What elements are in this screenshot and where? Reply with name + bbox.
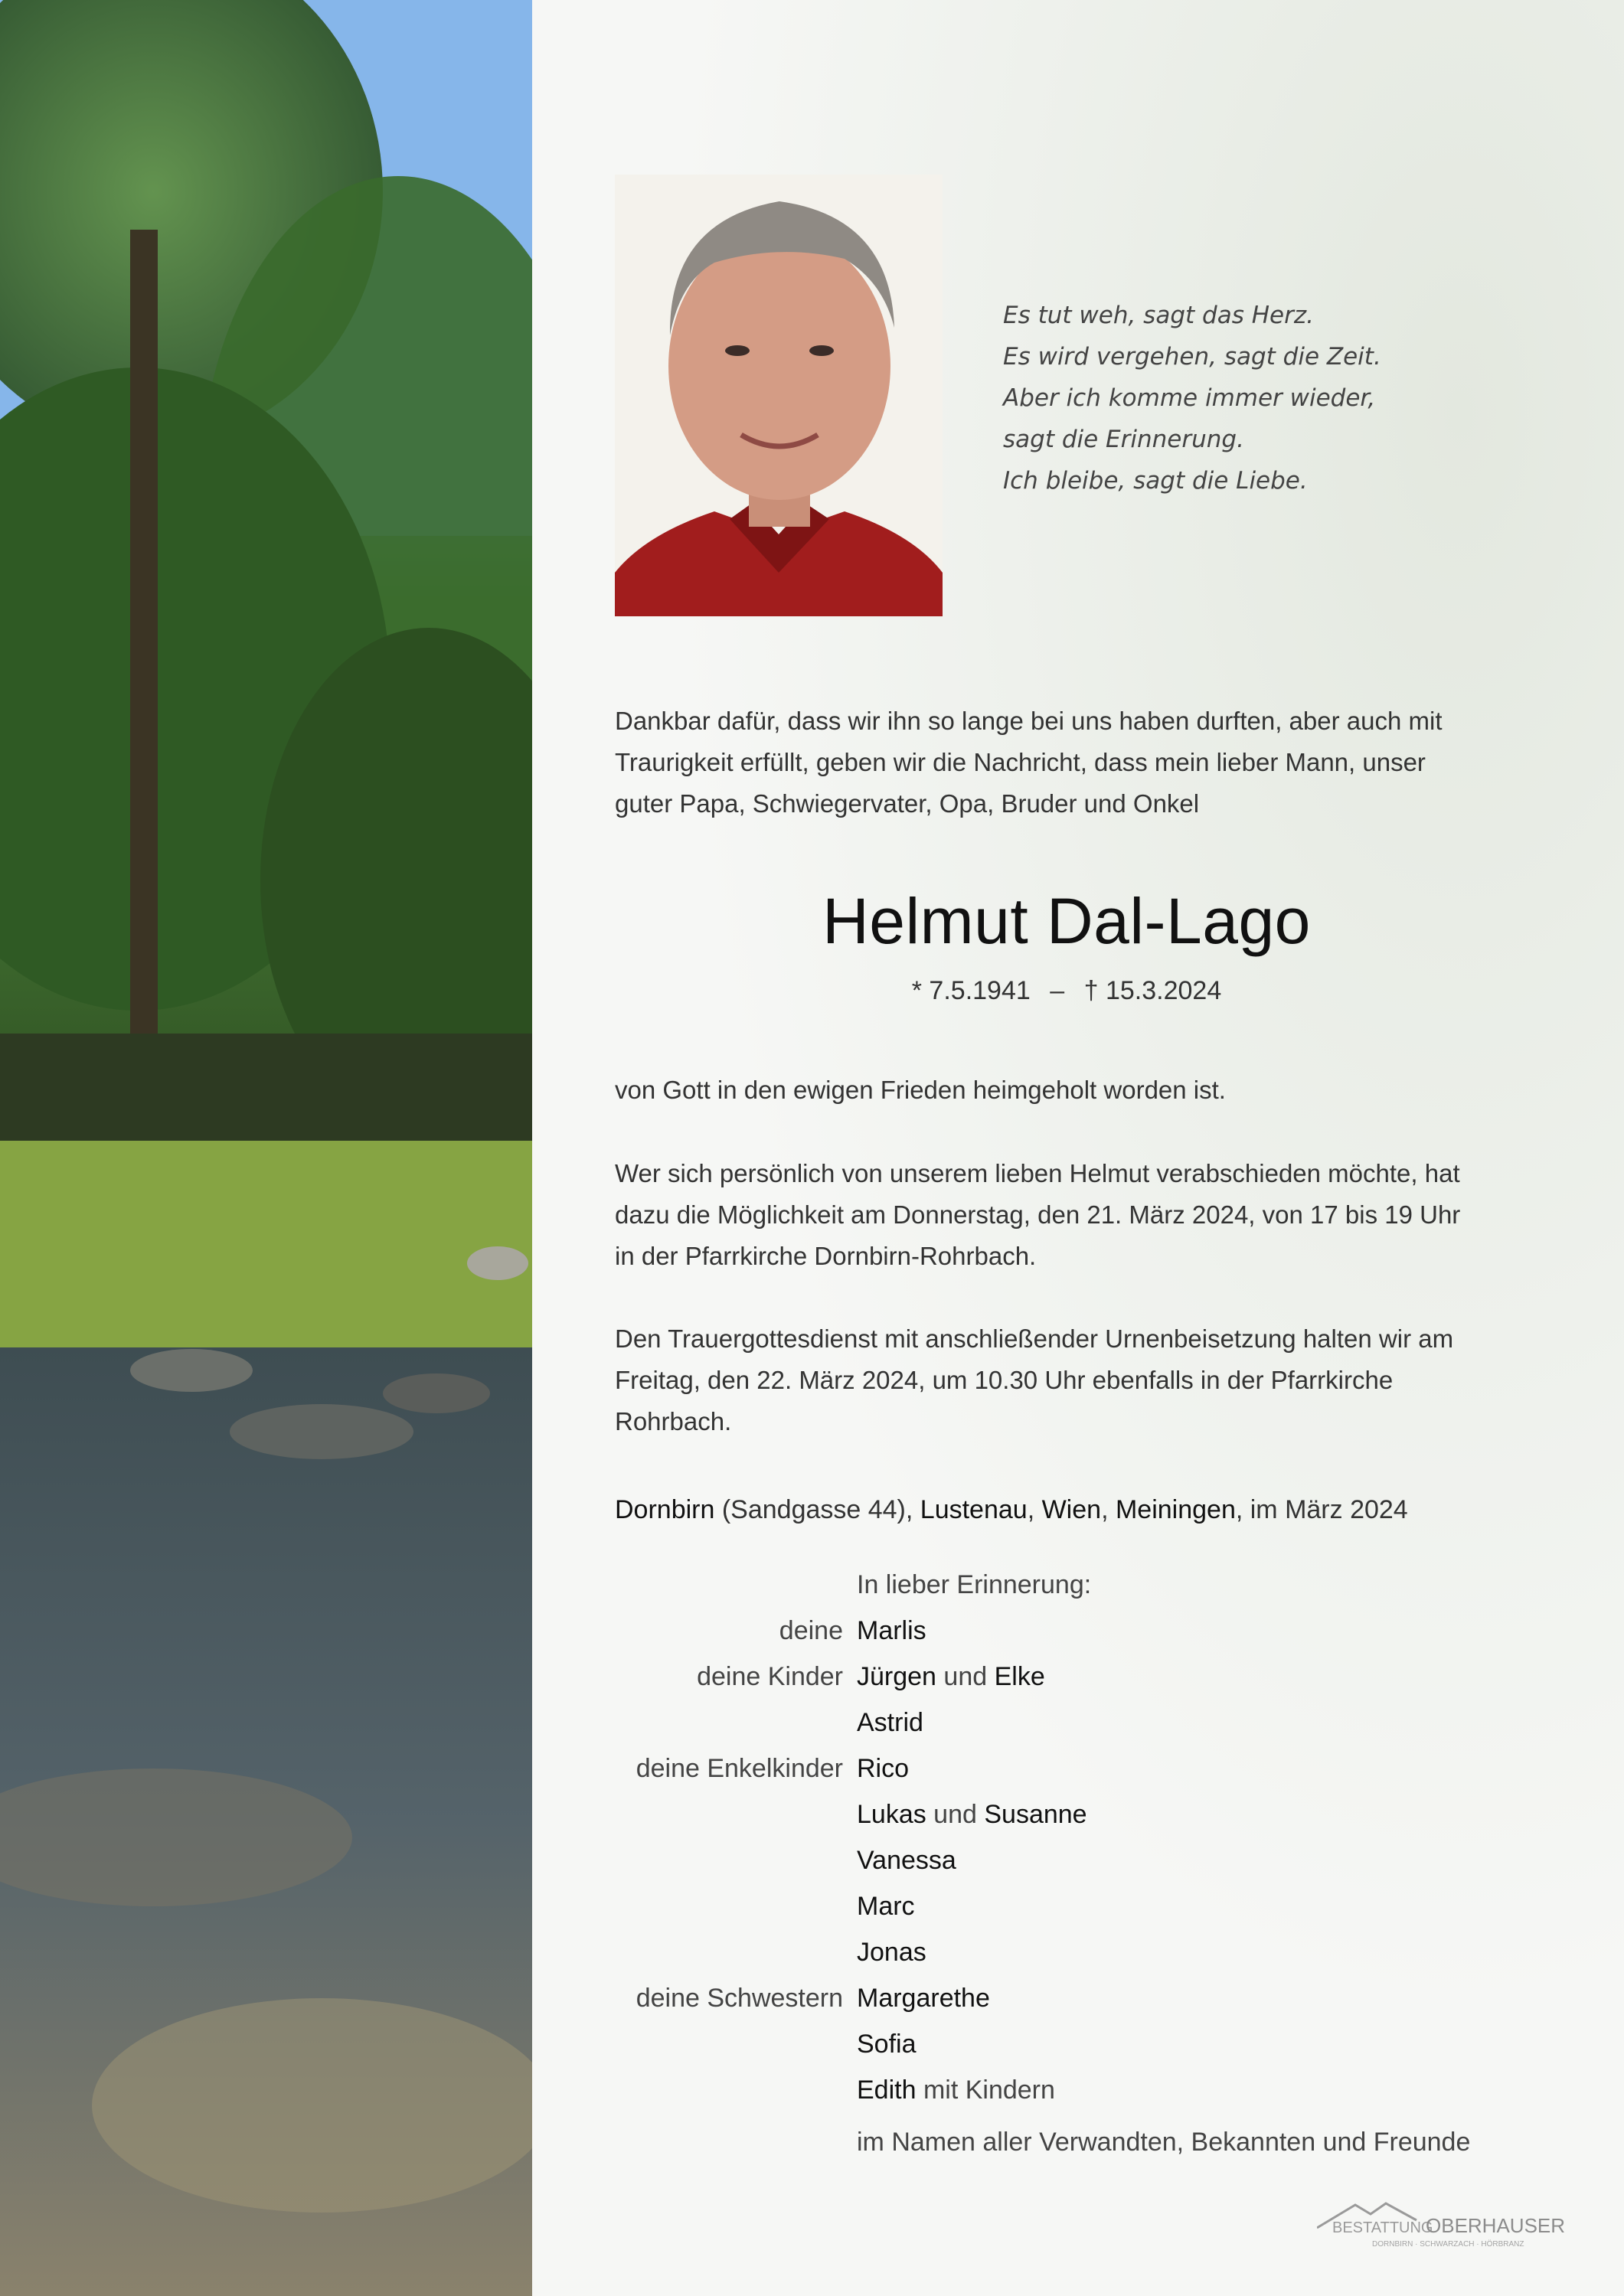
relation-label: deine Schwestern xyxy=(636,1984,843,2013)
mourner-row xyxy=(615,1837,1534,1883)
text-line: Den Trauergottesdienst mit anschließender Urnenbeisetzung halten wir am xyxy=(615,1324,1454,1353)
mourner-row xyxy=(615,1791,1534,1837)
mourner-row xyxy=(615,1608,1534,1654)
deceased-name: Helmut Dal-Lago xyxy=(822,885,1311,957)
text-line: Rohrbach. xyxy=(615,1407,732,1435)
text-line: Dankbar dafür, dass wir ihn so lange bei uns haben durften, aber auch mit xyxy=(615,707,1443,735)
places-line xyxy=(615,1489,1534,1530)
mourner-row xyxy=(615,1746,1534,1791)
date-separator: – xyxy=(1050,976,1065,1005)
relation-label: deine xyxy=(779,1616,843,1645)
mourner-name: Marlis xyxy=(857,1616,926,1645)
name-part: Susanne xyxy=(984,1800,1087,1829)
farewell-paragraph xyxy=(615,1153,1526,1277)
mourner-name xyxy=(857,2067,1055,2113)
text-line: dazu die Möglichkeit am Donnerstag, den 21. März 2024, von 17 bis 19 Uhr xyxy=(615,1200,1461,1229)
place-date: , im März 2024 xyxy=(1235,1495,1408,1524)
mourner-name: Jonas xyxy=(857,1938,926,1967)
poem-line: Ich bleibe, sagt die Liebe. xyxy=(1003,467,1308,495)
mourner-name: Vanessa xyxy=(857,1846,956,1875)
logo-word-2: OBERHAUSER xyxy=(1426,2214,1566,2237)
closing-row xyxy=(615,2119,1534,2165)
text-line: Traurigkeit erfüllt, geben wir die Nachricht, dass mein lieber Mann, unser xyxy=(615,748,1426,776)
mourners-heading-row xyxy=(615,1562,1534,1608)
service-paragraph xyxy=(615,1318,1526,1442)
separator: , xyxy=(1101,1495,1116,1524)
heimgeholt-text: von Gott in den ewigen Frieden heimgeholt worden ist. xyxy=(615,1076,1226,1104)
place-name: Dornbirn xyxy=(615,1495,715,1524)
poem-line: sagt die Erinnerung. xyxy=(1003,426,1244,453)
mourner-row xyxy=(615,1929,1534,1975)
mourner-name: Marc xyxy=(857,1892,915,1921)
mourner-row xyxy=(615,1975,1534,2021)
logo-subtitle: DORNBIRN · SCHWARZACH · HÖRBRANZ xyxy=(1372,2240,1524,2249)
text-line: in der Pfarrkirche Dornbirn-Rohrbach. xyxy=(615,1242,1037,1270)
mourner-name: Margarethe xyxy=(857,1984,990,2013)
mourner-name: Astrid xyxy=(857,1708,923,1737)
relation-label: deine Kinder xyxy=(697,1662,843,1691)
text-line: Freitag, den 22. März 2024, um 10.30 Uhr ebenfalls in der Pfarrkirche xyxy=(615,1366,1394,1394)
mourner-row xyxy=(615,1654,1534,1700)
conjunction: und xyxy=(926,1800,985,1829)
separator: , xyxy=(1027,1495,1042,1524)
mourner-name: Sofia xyxy=(857,2030,917,2059)
mourner-name xyxy=(857,1791,1087,1837)
poem-line: Es wird vergehen, sagt die Zeit. xyxy=(1003,343,1381,371)
name-part: Elke xyxy=(994,1662,1045,1691)
mourner-row xyxy=(615,1700,1534,1746)
conjunction: und xyxy=(936,1662,995,1691)
poem-quote xyxy=(1003,295,1432,501)
mourner-row xyxy=(615,2067,1534,2113)
name-part: Jürgen xyxy=(857,1662,936,1691)
mourner-name xyxy=(857,1654,1045,1700)
portrait-photo xyxy=(615,175,943,616)
death-date: † 15.3.2024 xyxy=(1083,976,1222,1005)
mourners-heading: In lieber Erinnerung: xyxy=(857,1570,1092,1599)
logo-word-1: BESTATTUNG xyxy=(1332,2219,1433,2236)
name-part: Lukas xyxy=(857,1800,926,1829)
poem-line: Aber ich komme immer wieder, xyxy=(1003,384,1376,412)
place-name: Wien xyxy=(1041,1495,1102,1524)
text-line: Wer sich persönlich von unserem lieben Helmut verabschieden möchte, hat xyxy=(615,1159,1460,1187)
text-line: guter Papa, Schwiegervater, Opa, Bruder und Onkel xyxy=(615,789,1200,818)
name-suffix: mit Kindern xyxy=(916,2076,1055,2105)
funeral-home-logo xyxy=(1317,2197,1577,2251)
mourner-row xyxy=(615,1883,1534,1929)
place-detail: (Sandgasse 44), xyxy=(714,1495,920,1524)
mourner-row xyxy=(615,2021,1534,2067)
nature-photo xyxy=(0,0,532,2296)
poem-line: Es tut weh, sagt das Herz. xyxy=(1003,302,1314,329)
name-part: Edith xyxy=(857,2076,917,2105)
closing-text: im Namen aller Verwandten, Bekannten und Freunde xyxy=(857,2128,1471,2157)
intro-paragraph xyxy=(615,701,1526,825)
birth-date: * 7.5.1941 xyxy=(911,976,1031,1005)
place-name: Lustenau xyxy=(920,1495,1028,1524)
mourner-name: Rico xyxy=(857,1754,910,1783)
place-name: Meiningen xyxy=(1115,1495,1236,1524)
relation-label: deine Enkelkinder xyxy=(636,1754,843,1783)
life-dates xyxy=(615,976,1518,1006)
